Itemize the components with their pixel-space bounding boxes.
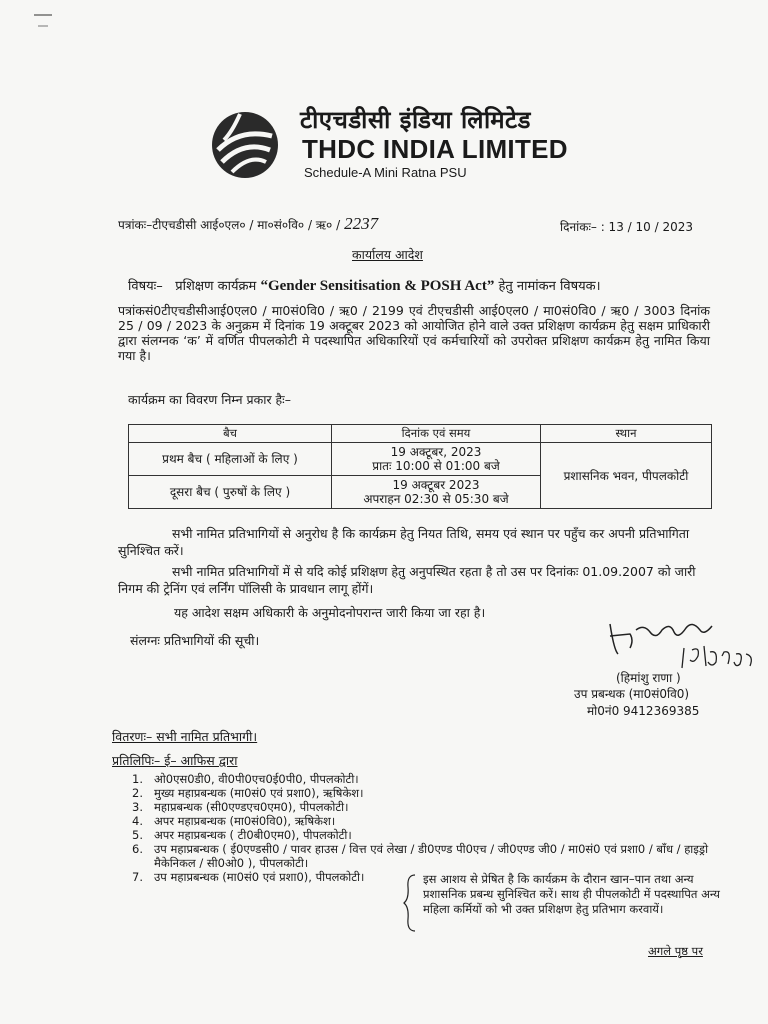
header-venue: स्थान bbox=[541, 425, 712, 443]
body-paragraph-3: सभी नामित प्रतिभागियों में से यदि कोई प्रशिक्षण हेतु अनुपस्थित रहता है तो उस पर दिनांकः 01.09.2007 को जारी निगम की ट्रेनिंग एवं लर्निंग पॉलिसी के प्रावधान लागू होंगें। bbox=[118, 564, 696, 596]
reference-handwritten-number: 2237 bbox=[344, 214, 379, 233]
handwritten-signature bbox=[600, 610, 760, 674]
batch-cell: दूसरा बैच ( पुरुषों के लिए ) bbox=[129, 476, 332, 509]
distribution-line: वितरणः– सभी नामित प्रतिभागी। bbox=[112, 729, 258, 744]
date-time-cell bbox=[332, 476, 541, 509]
body-paragraph-4: यह आदेश सक्षम अधिकारी के अनुमोदनोपरान्त जारी किया जा रहा है। bbox=[174, 605, 486, 620]
date-text: 19 अक्टूबर, 2023 bbox=[390, 445, 482, 459]
reference-label: पत्रांकः–टीएचडीसी आई०एल० / मा०सं०वि० / ऋ० / bbox=[118, 218, 341, 232]
subject-line bbox=[128, 276, 601, 295]
copy-list bbox=[114, 772, 714, 884]
enclosure-note: संलग्नः प्रतिभागियों की सूची। bbox=[130, 633, 260, 648]
pen-mark-decoration bbox=[32, 12, 82, 32]
program-name: “Gender Sensitisation & POSH Act” bbox=[260, 278, 495, 294]
list-item: 7. उप महाप्रबन्धक (मा0सं0 एवं प्रशा0), पीपलकोटी। bbox=[132, 870, 365, 884]
time-text: अपराहन 02:30 से 05:30 बजे bbox=[363, 492, 509, 506]
table-header-row bbox=[129, 425, 712, 443]
subject-label: विषयः– bbox=[128, 279, 163, 294]
list-item: 2. मुख्य महाप्रबन्धक (मा0सं0 एवं प्रशा0), ऋषिकेश। bbox=[132, 786, 364, 800]
time-text: प्रातः 10:00 से 01:00 बजे bbox=[372, 459, 500, 473]
signer-name: (हिमांशु राणा ) bbox=[616, 671, 681, 685]
body-paragraph-2: सभी नामित प्रतिभागियों से अनुरोध है कि कार्यक्रम हेतु नियत तिथि, समय एवं स्थान पर पहुँच कर अपनी प्रतिभागिता सुनिश्चित करें। bbox=[118, 526, 690, 558]
list-item: 3. महाप्रबन्धक (सी0एण्डएच0एम0), पीपलकोटी। bbox=[132, 800, 349, 814]
company-name-hindi: टीएचडीसी इंडिया लिमिटेड bbox=[300, 106, 531, 134]
date-time-cell bbox=[332, 443, 541, 476]
date-text: 19 अक्टूबर 2023 bbox=[392, 478, 480, 492]
details-intro: कार्यक्रम का विवरण निम्न प्रकार हैः– bbox=[128, 392, 291, 407]
copy-note: इस आशय से प्रेषित है कि कार्यक्रम के दौरान खान–पान तथा अन्य प्रशासनिक प्रबन्ध सुनिश्चित करें। साथ ही पीपलकोटी में पदस्थापित अन्य महिला कर्मियों को भी उक्त प्रशिक्षण हेतु प्रतिभाग करवायें। bbox=[423, 872, 720, 916]
thdc-logo-icon bbox=[210, 110, 280, 180]
venue-cell: प्रशासनिक भवन, पीपलकोटी bbox=[541, 443, 712, 509]
brace-icon bbox=[403, 873, 417, 933]
list-item: 5. अपर महाप्रबन्धक ( टी0बी0एम0), पीपलकोटी। bbox=[132, 828, 352, 842]
signer-mobile: मो0नं0 9412369385 bbox=[587, 704, 700, 718]
body-paragraph-1: पत्रांकसं0टीएचडीसीआई0एल0 / मा0सं0वि0 / ऋ0 / 2199 एवं टीएचडीसी आई0एल0 / मा0सं0वि0 / ऋ0 / 3003 दिनांक 25 / 09 / 2023 के अनुक्रम में दिनांक 19 अक्टूबर 2023 को आयोजित होने वाले उक्त प्रशिक्षण कार्यक्रम हेतु सक्षम प्राधिकारी द्वारा संलग्नक ‘क’ में वर्णित पीपलकोटी मे पदस्थापित अधिकारियों एवं कर्मचारियों को उपरोक्त प्रशिक्षण कार्यक्रम हेतु नामित किया गया है। bbox=[118, 303, 710, 363]
next-page-indicator: अगले पृष्ठ पर bbox=[648, 944, 703, 958]
reference-number bbox=[118, 214, 378, 234]
letter-date: दिनांकः– : 13 / 10 / 2023 bbox=[560, 220, 693, 234]
table-row bbox=[129, 443, 712, 476]
header-batch: बैच bbox=[129, 425, 332, 443]
list-item: 1. ओ0एस0डी0, वी0पी0एच0ई0पी0, पीपलकोटी। bbox=[132, 772, 359, 786]
list-item: 6. उप महाप्रबन्धक ( ई0एण्डसी0 / पावर हाउस / वित्त एवं लेखा / डी0एण्ड पी0एच / जी0एण्ड जी0 / मा0सं0 एवं प्रशा0 / बाँध / हाइड्रो मैकेनिकल / सी0ओ0 ), पीपलकोटी। bbox=[132, 842, 709, 870]
subject-prefix: प्रशिक्षण कार्यक्रम bbox=[175, 279, 257, 294]
list-item: 4. अपर महाप्रबन्धक (मा0सं0वि0), ऋषिकेश। bbox=[132, 814, 336, 828]
company-tagline: Schedule-A Mini Ratna PSU bbox=[304, 165, 467, 180]
document-title: कार्यालय आदेश bbox=[352, 247, 423, 262]
company-name-english: THDC INDIA LIMITED bbox=[302, 134, 568, 164]
copy-heading: प्रतिलिपिः– ई– आफिस द्वारा bbox=[112, 753, 238, 768]
subject-suffix: हेतु नामांकन विषयक। bbox=[498, 279, 601, 294]
schedule-table bbox=[128, 424, 712, 509]
header-date-time: दिनांक एवं समय bbox=[332, 425, 541, 443]
batch-cell: प्रथम बैच ( महिलाओं के लिए ) bbox=[129, 443, 332, 476]
signer-designation: उप प्रबन्धक (मा0सं0वि0) bbox=[574, 687, 690, 701]
